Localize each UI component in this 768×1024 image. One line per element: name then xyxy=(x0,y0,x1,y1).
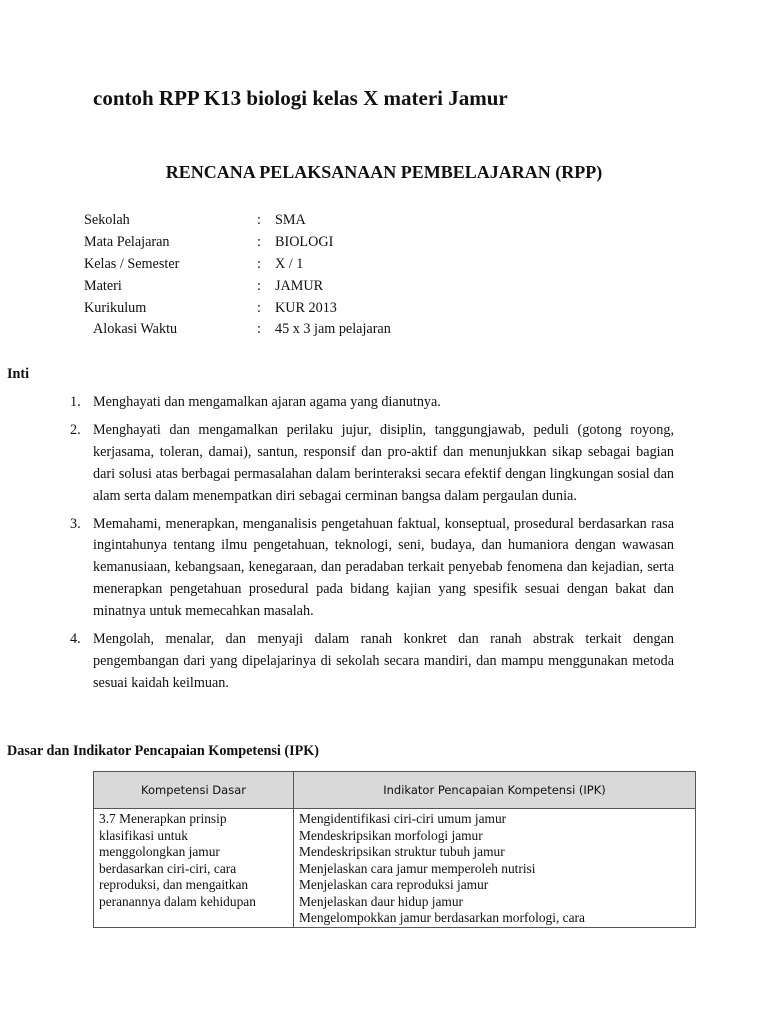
identity-row-alokasi-waktu xyxy=(84,319,391,341)
list-number: 3. xyxy=(70,515,81,532)
identity-label: Kurikulum xyxy=(84,299,147,316)
rpp-heading: RENCANA PELAKSANAAN PEMBELAJARAN (RPP) xyxy=(165,162,603,182)
list-item xyxy=(70,514,674,624)
list-text: Menghayati dan mengamalkan perilaku jujur, disiplin, tanggungjawab, peduli (gotong royong, kerjasama, toleran, damai), santun, responsif dan pro-aktif dan menunjukkan sikap sebagai bagian dari solusi atas berbagai permasalahan dalam berinteraksi secara efektif dengan lingkungan sosial dan alam serta dalam menempatkan diri sebagai cerminan bangsa dalam pergaulan dunia. xyxy=(93,421,674,504)
table-row xyxy=(94,809,696,928)
list-item xyxy=(70,629,674,695)
indikator-item: Menjelaskan cara reproduksi jamur xyxy=(299,877,489,892)
indikator-item: Menjelaskan daur hidup jamur xyxy=(299,893,463,909)
indikator-item: Menjelaskan cara jamur memperoleh nutrisi xyxy=(299,860,536,876)
indikator-item: Mendeskripsikan struktur tubuh jamur xyxy=(299,844,505,859)
table-header-row xyxy=(94,772,696,809)
identity-row-kurikulum xyxy=(84,297,391,319)
ipk-table xyxy=(93,771,696,928)
identity-label: Sekolah xyxy=(84,212,130,229)
identity-colon: : xyxy=(257,212,261,229)
identity-row-kelas-semester xyxy=(84,254,391,276)
identity-row-sekolah xyxy=(84,210,391,232)
indikator-item: Mengelompokkan jamur berdasarkan morfologi, cara xyxy=(299,910,585,925)
indikator-item: Mendeskripsikan morfologi jamur xyxy=(299,827,483,843)
identity-value: 45 x 3 jam pelajaran xyxy=(275,321,391,338)
list-item xyxy=(70,392,674,414)
identity-row-materi xyxy=(84,275,391,297)
kompetensi-inti-list xyxy=(70,392,674,701)
list-number: 4. xyxy=(70,631,81,648)
identity-colon: : xyxy=(257,277,261,294)
indikator-cell xyxy=(294,809,696,928)
identity-value: X / 1 xyxy=(275,255,304,272)
list-text: Menghayati dan mengamalkan ajaran agama yang dianutnya. xyxy=(93,394,441,410)
inti-heading: Inti xyxy=(7,366,30,382)
identity-value: JAMUR xyxy=(275,277,324,294)
identity-label: Alokasi Waktu xyxy=(93,321,178,338)
list-number: 1. xyxy=(70,394,81,410)
indikator-item: Mengidentifikasi ciri-ciri umum jamur xyxy=(299,811,507,826)
list-item xyxy=(70,420,674,508)
identity-value: SMA xyxy=(275,212,306,229)
identity-label: Kelas / Semester xyxy=(84,255,180,272)
document-title: contoh RPP K13 biologi kelas X materi Jamur xyxy=(93,86,508,110)
list-text: Mengolah, menalar, dan menyaji dalam ranah konkret dan ranah abstrak terkait dengan pengembangan dari yang dipelajarinya di sekolah secara mandiri, dan mampu menggunakan metoda sesuai kaidah keilmuan. xyxy=(93,631,674,691)
identity-label: Mata Pelajaran xyxy=(84,234,170,251)
list-number: 2. xyxy=(70,421,81,438)
identity-label: Materi xyxy=(84,277,122,294)
identity-block xyxy=(84,210,391,341)
kompetensi-dasar-cell xyxy=(94,809,294,928)
identity-row-mata-pelajaran xyxy=(84,232,391,254)
kd-heading: Dasar dan Indikator Pencapaian Kompetensi (IPK) xyxy=(7,743,320,759)
identity-value: BIOLOGI xyxy=(275,234,334,251)
identity-value: KUR 2013 xyxy=(275,299,337,316)
header-kompetensi-dasar: Kompetensi Dasar xyxy=(94,772,294,809)
header-indikator: Indikator Pencapaian Kompetensi (IPK) xyxy=(294,772,696,809)
identity-colon: : xyxy=(257,299,261,316)
identity-colon: : xyxy=(257,255,261,272)
identity-colon: : xyxy=(257,234,261,251)
kompetensi-dasar-text: 3.7 Menerapkan prinsip klasifikasi untuk menggolongkan jamur berdasarkan ciri-ciri, cara reproduksi, dan mengaitkan peranannya dalam kehidupan xyxy=(99,811,256,909)
list-text: Memahami, menerapkan, menganalisis pengetahuan faktual, konseptual, prosedural berdasarkan rasa ingintahunya tentang ilmu pengetahuan, teknologi, seni, budaya, dan humaniora dengan wawasan kemanusiaan, kebangsaan, kenegaraan, dan peradaban terkait penyebab fenomena dan kejadian, serta menerapkan pengetahuan prosedural pada bidang kajian yang spesifik sesuai dengan bakat dan minatnya untuk memecahkan masalah. xyxy=(93,515,674,620)
identity-colon: : xyxy=(257,321,261,338)
